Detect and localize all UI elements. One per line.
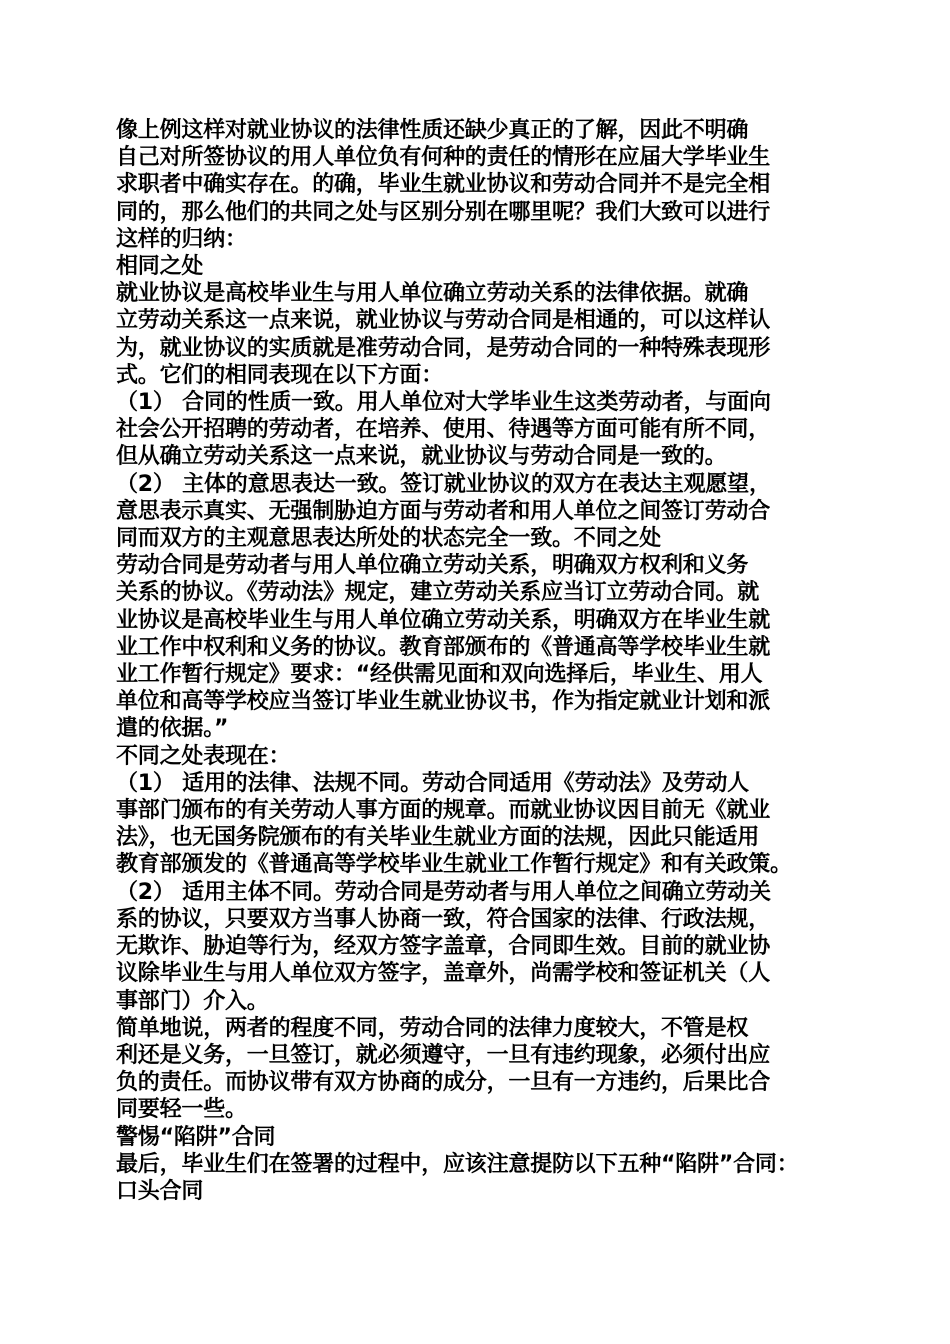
text-line: 求职者中确实存在。的确，毕业生就业协议和劳动合同并不是完全相 [116,172,771,198]
text-line: 教育部颁发的《普通高等学校毕业生就业工作暂行规定》和有关政策。 [116,852,792,878]
text-line: 业工作暂行规定》要求：“经供需见面和双向选择后，毕业生、用人 [116,662,763,688]
text-line: 利还是义务，一旦签订，就必须遵守，一旦有违约现象，必须付出应 [116,1042,771,1068]
text-line: 无欺诈、胁迫等行为，经双方签字盖章，合同即生效。目前的就业协 [116,934,771,960]
text-line: 单位和高等学校应当签订毕业生就业协议书，作为指定就业计划和派 [116,689,771,715]
text-line: 事部门颁布的有关劳动人事方面的规章。而就业协议因目前无《就业 [116,798,771,824]
section-heading: 相同之处 [116,254,204,280]
text-line: 关系的协议。《劳动法》规定，建立劳动关系应当订立劳动合同。就 [116,580,760,606]
text-line: 系的协议，只要双方当事人协商一致，符合国家的法律、行政法规， [116,906,771,932]
text-line: 立劳动关系这一点来说，就业协议与劳动合同是相通的，可以这样认 [116,308,771,334]
text-line: （1） 适用的法律、法规不同。劳动合同适用《劳动法》及劳动人 [116,770,749,796]
text-line: 简单地说，两者的程度不同，劳动合同的法律力度较大，不管是权 [116,1015,749,1041]
text-line: 就业协议是高校毕业生与用人单位确立劳动关系的法律依据。就确 [116,281,749,307]
text-line: 遣的依据。” [116,716,229,742]
text-line: 意思表示真实、无强制胁迫方面与劳动者和用人单位之间签订劳动合 [116,498,771,524]
text-line: 负的责任。而协议带有双方协商的成分，一旦有一方违约，后果比合 [116,1070,771,1096]
text-line: 自己对所签协议的用人单位负有何种的责任的情形在应届大学毕业生 [116,145,771,171]
text-line: 同要轻一些。 [116,1097,247,1123]
section-heading: 不同之处表现在： [116,743,291,769]
text-line: 同的，那么他们的共同之处与区别分别在哪里呢？我们大致可以进行 [116,199,771,225]
section-heading: 口头合同 [116,1178,204,1204]
text-line: 最后，毕业生们在签署的过程中，应该注意提防以下五种“陷阱”合同： [116,1151,799,1177]
section-heading: 警惕“陷阱”合同 [116,1124,276,1150]
text-line: 式。它们的相同表现在以下方面： [116,362,444,388]
text-line: 法》，也无国务院颁布的有关毕业生就业方面的法规，因此只能适用 [116,825,760,851]
text-line: （2） 主体的意思表达一致。签订就业协议的双方在表达主观愿望， [116,471,771,497]
text-line: 社会公开招聘的劳动者，在培养、使用、待遇等方面可能有所不同， [116,417,771,443]
text-line: （1） 合同的性质一致。用人单位对大学毕业生这类劳动者，与面向 [116,390,771,416]
text-line: 像上例这样对就业协议的法律性质还缺少真正的了解，因此不明确 [116,118,749,143]
text-line: 为，就业协议的实质就是准劳动合同，是劳动合同的一种特殊表现形 [116,335,771,361]
document-body [116,117,846,1205]
text-line: 劳动合同是劳动者与用人单位确立劳动关系，明确双方权利和义务 [116,553,749,579]
text-line: 业协议是高校毕业生与用人单位确立劳动关系，明确双方在毕业生就 [116,607,771,633]
text-line: 这样的归纳： [116,226,247,252]
text-line: 事部门）介入。 [116,988,269,1014]
text-line: 议除毕业生与用人单位双方签字，盖章外，尚需学校和签证机关（人 [116,961,771,987]
text-line: （2） 适用主体不同。劳动合同是劳动者与用人单位之间确立劳动关 [116,879,771,905]
text-line: 业工作中权利和义务的协议。教育部颁布的《普通高等学校毕业生就 [116,634,771,660]
text-line: 同而双方的主观意思表达所处的状态完全一致。不同之处 [116,526,662,552]
text-line: 但从确立劳动关系这一点来说，就业协议与劳动合同是一致的。 [116,444,727,470]
